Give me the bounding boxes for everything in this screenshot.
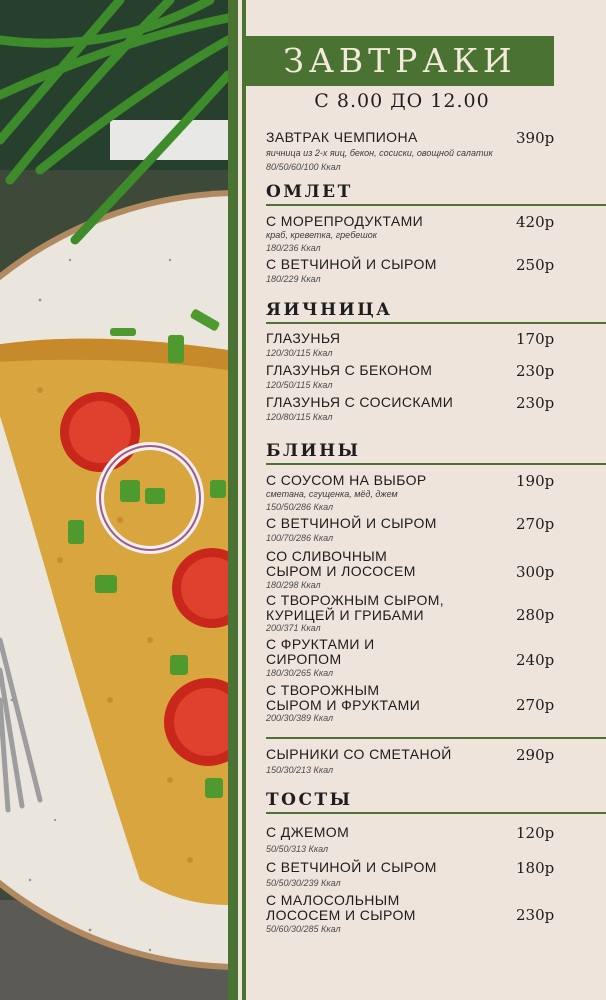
item-calories: 180/236 Ккал [266,243,321,253]
item-name-line1: СО СЛИВОЧНЫМ [266,548,388,564]
item-price: 270р [516,696,555,714]
section-title-toasts: ТОСТЫ [266,790,606,814]
item-price: 300р [516,563,555,581]
item-calories: 100/70/286 Ккал [266,533,334,543]
food-photo [0,0,228,1000]
item-calories: 200/30/389 Ккал [266,713,334,723]
green-frame-border [228,0,246,1000]
item-price: 230р [516,362,555,380]
item-price: 120р [516,824,555,842]
item-name: С СОУСОМ НА ВЫБОР [266,472,427,488]
item-calories: 180/229 Ккал [266,274,321,284]
item-price: 280р [516,606,555,624]
section-title-pancakes: БЛИНЫ [266,441,606,465]
item-name: ЗАВТРАК ЧЕМПИОНА [266,129,418,145]
frame-inner-stripe [238,0,242,1000]
item-name: С ВЕТЧИНОЙ И СЫРОМ [266,256,437,272]
section-title-omelet: ОМЛЕТ [266,182,606,206]
item-name-line1: С ФРУКТАМИ И [266,636,375,652]
item-name: ГЛАЗУНЬЯ С СОСИСКАМИ [266,394,454,410]
item-name: ГЛАЗУНЬЯ [266,330,341,346]
item-price: 170р [516,330,555,348]
section-title-eggs: ЯИЧНИЦА [266,300,606,324]
item-price: 390р [516,129,555,147]
menu-title: ЗАВТРАКИ [246,36,554,86]
item-description: яичница из 2-х яиц, бекон, сосиски, овощной салатик [266,148,493,158]
item-name-line1: С ТВОРОЖНЫМ [266,682,380,698]
item-name-line2: ЛОСОСЕМ И СЫРОМ [266,907,416,923]
breakfast-menu [246,0,606,1000]
item-calories: 120/30/115 Ккал [266,348,333,358]
item-price: 180р [516,859,555,877]
item-price: 230р [516,906,555,924]
item-calories: 80/50/60/100 Ккал [266,162,341,172]
item-calories: 50/50/30/239 Ккал [266,878,341,888]
item-name-line2: СЫРОМ И ФРУКТАМИ [266,697,421,713]
item-price: 420р [516,213,555,231]
item-calories: 50/60/30/285 Ккал [266,924,341,934]
item-name-line2: КУРИЦЕЙ И ГРИБАМИ [266,607,424,623]
item-name: С ДЖЕМОМ [266,824,350,840]
item-calories: 50/50/313 Ккал [266,844,329,854]
item-price: 190р [516,472,555,490]
item-calories: 180/30/265 Ккал [266,668,334,678]
item-name: С МОРЕПРОДУКТАМИ [266,213,424,229]
item-name: ГЛАЗУНЬЯ С БЕКОНОМ [266,362,433,378]
item-price: 270р [516,515,555,533]
item-description: сметана, сгущенка, мёд, джем [266,489,398,499]
item-price: 240р [516,651,555,669]
item-name-line1: С ТВОРОЖНЫМ СЫРОМ, [266,592,445,608]
item-description: краб, креветка, гребешок [266,230,377,240]
item-name-line2: СИРОПОМ [266,651,342,667]
item-name: С ВЕТЧИНОЙ И СЫРОМ [266,859,437,875]
item-calories: 120/80/115 Ккал [266,412,333,422]
item-calories: 120/50/115 Ккал [266,380,333,390]
item-calories: 180/298 Ккал [266,580,321,590]
item-price: 250р [516,256,555,274]
omelette-plate-illustration [0,0,228,1000]
item-calories: 200/371 Ккал [266,623,321,633]
item-name: СЫРНИКИ СО СМЕТАНОЙ [266,746,452,762]
item-calories: 150/50/286 Ккал [266,502,334,512]
item-name-line1: С МАЛОСОЛЬНЫМ [266,892,400,908]
item-price: 290р [516,746,555,764]
item-name-line2: СЫРОМ И ЛОСОСЕМ [266,563,416,579]
item-price: 230р [516,394,555,412]
item-name: С ВЕТЧИНОЙ И СЫРОМ [266,515,437,531]
serving-hours: С 8.00 ДО 12.00 [314,90,490,112]
item-calories: 150/30/213 Ккал [266,765,334,775]
section-divider [266,737,606,739]
